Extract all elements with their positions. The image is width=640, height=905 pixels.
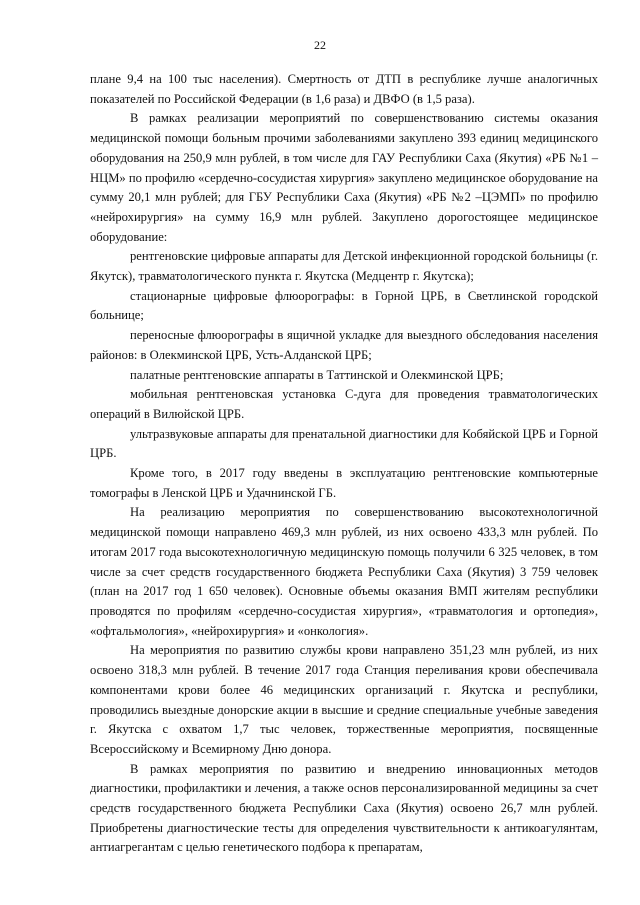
list-item-portable-fluorographs: переносные флюорографы в ящичной укладке для выездного обследования населения районов: в Олекминской ЦРБ, Усть-Алданской ЦРБ; [90, 328, 598, 362]
paragraph-blood-service: На мероприятия по развитию службы крови направлено 351,23 млн рублей, из них освоено 318,3 млн рублей. В течение 2017 года Станция переливания крови обеспечивала компонентами крови более 46 медицинских организаций г. Якутска и республики, проводились выездные донорские акции в высшие и средние специальные учебные заведения г. Якутска с охватом 1,7 тыс человек, торжественные мероприятия, посвященные Всероссийскому и Всемирному Дню донора. [90, 643, 598, 756]
list-item-ward-xray: палатные рентгеновские аппараты в Таттинской и Олекминской ЦРБ; [130, 367, 504, 382]
list-item-c-arm: мобильная рентгеновская установка С-дуга для проведения травматологических операций в Вилюйской ЦРБ. [90, 387, 598, 421]
list-item-ultrasound: ультразвуковые аппараты для пренатальной диагностики для Кобяйской ЦРБ и Горной ЦРБ. [90, 426, 598, 461]
paragraph-ct-scanners: Кроме того, в 2017 году введены в эксплуатацию рентгеновские компьютерные томографы в Ленской ЦРБ и Удачнинской ГБ. [90, 466, 598, 500]
page-number: 22 [314, 38, 326, 52]
list-item-stationary-fluorographs: стационарные цифровые флюорографы: в Горной ЦРБ, в Светлинской городской больнице; [90, 288, 598, 323]
list-item-xray-digital: рентгеновские цифровые аппараты для Детской инфекционной городской больницы (г. Якутск), травматологического пункта г. Якутска (Медцентр г. Якутска); [90, 249, 598, 284]
body-text [90, 70, 598, 858]
paragraph-innovation: В рамках мероприятия по развитию и внедрению инновационных методов диагностики, профилактики и лечения, а также основ персонализированной медицины за счет средств государственного бюджета Республики Саха (Якутия) освоено 26,7 млн рублей. Приобретены диагностические тесты для определения чувствительности к антикоагулянтам, антиагрегантам с целью генетического подбора к препаратам, [90, 761, 598, 855]
paragraph-high-tech-care: На реализацию мероприятия по совершенствованию высокотехнологичной медицинской помощи направлено 469,3 млн рублей, из них освоено 433,3 млн рублей. По итогам 2017 года высокотехнологичную медицинскую помощь получили 6 325 человек, в том числе за счет средств государственного бюджета Республики Саха (Якутия) 3 759 человек (план на 2017 год 1 650 человек). Основные объемы оказания ВМП жителям республики проводятся по профилям «сердечно-сосудистая хирургия», «травматология и ортопедия», «офтальмология», «нейрохирургия» и «онкология». [90, 505, 598, 638]
paragraph-continuation: плане 9,4 на 100 тыс населения). Смертность от ДТП в республике лучше аналогичных показателей по Российской Федерации (в 1,6 раза) и ДВФО (в 1,5 раза). [90, 72, 598, 106]
paragraph-equipment-purchase: В рамках реализации мероприятий по совершенствованию системы оказания медицинской помощи больным прочими заболеваниями закуплено 393 единиц медицинского оборудования на 250,9 млн рублей, в том числе для ГАУ Республики Саха (Якутия) «РБ №1 – НЦМ» по профилю «сердечно-сосудистая хирургия» закуплено медицинское оборудование на сумму 20,1 млн рублей; для ГБУ Республики Саха (Якутия) «РБ №2 –ЦЭМП» по профилю «нейрохирургия» на сумму 16,9 млн рублей. Закуплено дорогостоящее медицинское оборудование: [90, 111, 598, 244]
